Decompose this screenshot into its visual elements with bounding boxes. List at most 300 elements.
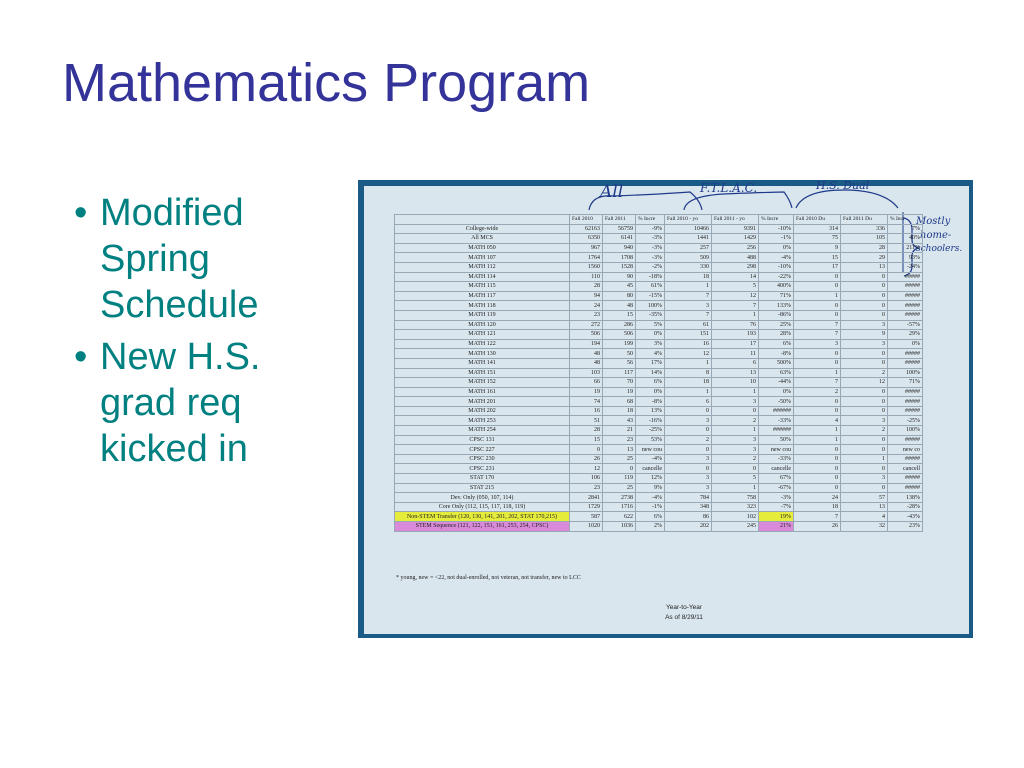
table-cell: 0 xyxy=(841,406,888,416)
table-cell: -2% xyxy=(636,262,665,272)
table-cell: 50% xyxy=(759,435,794,445)
table-cell: 488 xyxy=(712,253,759,263)
table-cell: -4% xyxy=(636,454,665,464)
table-cell: 15 xyxy=(570,435,603,445)
table-cell: 0 xyxy=(841,397,888,407)
table-cell: 15 xyxy=(794,253,841,263)
table-cell: 21 xyxy=(603,426,636,436)
table-header-cell: Fall 2011 - yo xyxy=(712,215,759,225)
table-cell: cancelle xyxy=(636,464,665,474)
table-cell: 56 xyxy=(603,358,636,368)
table-cell: 23 xyxy=(570,310,603,320)
table-row xyxy=(395,387,923,397)
table-cell: 7 xyxy=(712,301,759,311)
table-cell: 110 xyxy=(570,272,603,282)
table-cell: -43% xyxy=(888,512,923,522)
table-cell: 19% xyxy=(759,512,794,522)
table-cell: 19 xyxy=(603,387,636,397)
table-cell: 0 xyxy=(794,483,841,493)
table-cell: 257 xyxy=(665,243,712,253)
row-label-cell: CPSC 227 xyxy=(395,445,570,455)
table-row xyxy=(395,301,923,311)
table-cell: -16% xyxy=(636,416,665,426)
table-cell: 0 xyxy=(841,282,888,292)
table-header-cell: % Incre xyxy=(636,215,665,225)
table-cell: 400% xyxy=(759,282,794,292)
table-cell: 3 xyxy=(712,445,759,455)
table-cell: 3 xyxy=(665,483,712,493)
table-cell: ##### xyxy=(888,406,923,416)
table-row xyxy=(395,234,923,244)
table-cell: 0 xyxy=(841,464,888,474)
row-label-cell: MATH 121 xyxy=(395,330,570,340)
table-cell: -33% xyxy=(759,416,794,426)
table-cell: 0 xyxy=(841,272,888,282)
table-cell: 0 xyxy=(712,464,759,474)
table-cell: ##### xyxy=(888,387,923,397)
table-cell: 100% xyxy=(888,368,923,378)
table-cell: ##### xyxy=(888,291,923,301)
table-cell: 6% xyxy=(759,339,794,349)
table-cell: 51 xyxy=(570,416,603,426)
table-cell: 7 xyxy=(794,512,841,522)
row-label-cell: MATH 141 xyxy=(395,358,570,368)
table-cell: 3 xyxy=(712,397,759,407)
table-cell: ##### xyxy=(888,454,923,464)
annotation-note-line2: home- xyxy=(920,230,952,241)
table-cell: -22% xyxy=(759,272,794,282)
table-cell: 13 xyxy=(712,368,759,378)
table-cell: 24 xyxy=(570,301,603,311)
row-label-cell: MATH 152 xyxy=(395,378,570,388)
table-cell: 6141 xyxy=(603,234,636,244)
table-cell: 32 xyxy=(841,522,888,532)
row-label-cell: MATH 114 xyxy=(395,272,570,282)
table-cell: -10% xyxy=(759,224,794,234)
table-cell: 0 xyxy=(794,454,841,464)
table-cell: 13 xyxy=(603,445,636,455)
table-cell: -44% xyxy=(759,378,794,388)
table-cell: 1528 xyxy=(603,262,636,272)
table-cell: 17 xyxy=(712,339,759,349)
table-row xyxy=(395,368,923,378)
table-header-cell: % Incr xyxy=(888,215,923,225)
table-cell: 29% xyxy=(888,330,923,340)
row-label-cell: MATH 120 xyxy=(395,320,570,330)
table-cell: 0 xyxy=(570,445,603,455)
table-cell: 53% xyxy=(636,435,665,445)
table-cell: ##### xyxy=(888,474,923,484)
table-cell: 7 xyxy=(794,378,841,388)
table-row xyxy=(395,464,923,474)
table-cell: 0 xyxy=(603,464,636,474)
table-cell: 26 xyxy=(570,454,603,464)
table-cell: 330 xyxy=(665,262,712,272)
table-cell: 784 xyxy=(665,493,712,503)
bullet-list xyxy=(70,190,320,478)
table-cell: 8 xyxy=(665,368,712,378)
table-cell: 0 xyxy=(794,358,841,368)
table-cell: -24% xyxy=(888,262,923,272)
table-cell: 28 xyxy=(841,243,888,253)
table-cell: -57% xyxy=(888,320,923,330)
table-cell: 12 xyxy=(841,378,888,388)
row-label-cell: Core Only (112, 115, 117, 118, 119) xyxy=(395,502,570,512)
table-cell: 45 xyxy=(603,282,636,292)
table-cell: 3 xyxy=(794,339,841,349)
bullet-dot-icon: • xyxy=(74,192,88,234)
table-cell: 0 xyxy=(794,349,841,359)
table-cell: 4% xyxy=(636,349,665,359)
table-header-cell: Fall 2010 xyxy=(570,215,603,225)
table-cell: -8% xyxy=(759,349,794,359)
table-row xyxy=(395,493,923,503)
table-row xyxy=(395,282,923,292)
table-cell: 25 xyxy=(603,454,636,464)
table-cell: 12 xyxy=(712,291,759,301)
table-cell: 3 xyxy=(665,301,712,311)
bullet-dot-icon: • xyxy=(74,336,88,378)
table-cell: 2 xyxy=(665,435,712,445)
table-cell: -25% xyxy=(636,426,665,436)
annotation-all: All xyxy=(600,182,624,202)
table-header-cell: Fall 2010 Du xyxy=(794,215,841,225)
table-cell: ###### xyxy=(759,406,794,416)
table-cell: 9391 xyxy=(712,224,759,234)
table-cell: 0 xyxy=(841,358,888,368)
table-cell: 2 xyxy=(794,387,841,397)
table-cell: 17 xyxy=(794,262,841,272)
table-cell: -7% xyxy=(759,502,794,512)
row-label-cell: MATH 202 xyxy=(395,406,570,416)
table-cell: 0 xyxy=(794,445,841,455)
table-cell: 1708 xyxy=(603,253,636,263)
table-header-cell: % Incre xyxy=(759,215,794,225)
table-cell: 14 xyxy=(712,272,759,282)
table-cell: 0 xyxy=(794,301,841,311)
table-cell: 1 xyxy=(794,368,841,378)
table-cell: cancelle xyxy=(759,464,794,474)
table-cell: 26 xyxy=(794,522,841,532)
table-cell: 6 xyxy=(665,397,712,407)
row-label-cell: MATH 151 xyxy=(395,368,570,378)
table-cell: 0 xyxy=(794,272,841,282)
table-cell: -1% xyxy=(636,502,665,512)
table-cell: -25% xyxy=(888,416,923,426)
footer-line-1: Year-to-Year xyxy=(665,604,703,611)
table-cell: -3% xyxy=(636,253,665,263)
table-cell: ##### xyxy=(888,301,923,311)
table-row xyxy=(395,310,923,320)
table-cell: 13 xyxy=(841,262,888,272)
table-cell: -4% xyxy=(759,253,794,263)
table-cell: 9 xyxy=(841,330,888,340)
table-row xyxy=(395,349,923,359)
table-cell: 7% xyxy=(888,224,923,234)
table-cell: 119 xyxy=(603,474,636,484)
table-row xyxy=(395,435,923,445)
table-cell: 245 xyxy=(712,522,759,532)
table-cell: 48 xyxy=(603,301,636,311)
table-cell: 56759 xyxy=(603,224,636,234)
table-cell: new co xyxy=(888,445,923,455)
table-cell: 3 xyxy=(665,474,712,484)
table-cell: 6 xyxy=(712,358,759,368)
table-row xyxy=(395,397,923,407)
table-cell: -1% xyxy=(759,234,794,244)
table-cell: 3 xyxy=(841,320,888,330)
table-row xyxy=(395,416,923,426)
table-row xyxy=(395,474,923,484)
table-cell: 0 xyxy=(794,464,841,474)
table-header-cell: Fall 2011 Du xyxy=(841,215,888,225)
table-cell: 18 xyxy=(665,378,712,388)
table-cell: 0% xyxy=(888,339,923,349)
table-cell: 1 xyxy=(665,387,712,397)
table-cell: 76 xyxy=(712,320,759,330)
table-cell: 100% xyxy=(888,426,923,436)
table-cell: 0 xyxy=(841,387,888,397)
table-cell: 1020 xyxy=(570,522,603,532)
table-cell: 57 xyxy=(841,493,888,503)
spreadsheet-photo xyxy=(358,180,973,638)
table-row xyxy=(395,330,923,340)
table-cell: 5 xyxy=(712,282,759,292)
table-cell: 6% xyxy=(636,378,665,388)
row-label-cell: MATH 107 xyxy=(395,253,570,263)
table-cell: 138% xyxy=(888,493,923,503)
table-cell: 3 xyxy=(841,474,888,484)
table-cell: -67% xyxy=(759,483,794,493)
table-cell: 105 xyxy=(841,234,888,244)
table-cell: 29 xyxy=(841,253,888,263)
table-cell: 48 xyxy=(570,349,603,359)
table-cell: ##### xyxy=(888,349,923,359)
annotation-hs-dual: H.S. Dual xyxy=(816,180,870,192)
table-cell: 133% xyxy=(759,301,794,311)
table-row xyxy=(395,339,923,349)
table-cell: -35% xyxy=(636,310,665,320)
table-cell: 0 xyxy=(794,406,841,416)
table-cell: 2841 xyxy=(570,493,603,503)
table-cell: 18 xyxy=(603,406,636,416)
row-label-cell: MATH 050 xyxy=(395,243,570,253)
table-cell: 17% xyxy=(636,358,665,368)
enrollment-table xyxy=(394,214,923,532)
table-cell: 1 xyxy=(712,387,759,397)
table-cell: 298 xyxy=(712,262,759,272)
table-row xyxy=(395,378,923,388)
table-cell: 1036 xyxy=(603,522,636,532)
table-cell: 7 xyxy=(665,310,712,320)
table-cell: ##### xyxy=(888,358,923,368)
table-cell: -18% xyxy=(636,272,665,282)
table-cell: 202 xyxy=(665,522,712,532)
table-cell: 10 xyxy=(712,378,759,388)
table-cell: 0 xyxy=(841,301,888,311)
table-cell: -10% xyxy=(759,262,794,272)
table-cell: 758 xyxy=(712,493,759,503)
table-row xyxy=(395,483,923,493)
bullet-text: New H.S. grad req kicked in xyxy=(100,336,261,470)
slide-title: Mathematics Program xyxy=(62,53,591,113)
row-label-cell: CPSC 230 xyxy=(395,454,570,464)
table-cell: -28% xyxy=(888,502,923,512)
table-header-cell: Fall 2011 xyxy=(603,215,636,225)
table-cell: 7 xyxy=(665,291,712,301)
table-cell: -8% xyxy=(636,397,665,407)
table-cell: 66 xyxy=(570,378,603,388)
table-cell: 13 xyxy=(841,502,888,512)
table-cell: 940 xyxy=(603,243,636,253)
table-cell: ##### xyxy=(888,272,923,282)
table-cell: 0% xyxy=(759,387,794,397)
table-cell: 193 xyxy=(712,330,759,340)
table-row xyxy=(395,522,923,532)
table-cell: -3% xyxy=(636,243,665,253)
row-label-cell: CPSC 231 xyxy=(395,464,570,474)
table-cell: 336 xyxy=(841,224,888,234)
table-cell: 0% xyxy=(759,243,794,253)
table-cell: 23 xyxy=(603,435,636,445)
table-cell: 61% xyxy=(636,282,665,292)
table-cell: 0 xyxy=(841,291,888,301)
table-cell: ##### xyxy=(888,435,923,445)
table-cell: ##### xyxy=(888,483,923,493)
table-cell: 2 xyxy=(841,426,888,436)
row-label-cell: Dev. Only (050, 107, 114) xyxy=(395,493,570,503)
table-cell: 10466 xyxy=(665,224,712,234)
table-cell: -86% xyxy=(759,310,794,320)
table-cell: ##### xyxy=(888,310,923,320)
row-label-cell: MATH 112 xyxy=(395,262,570,272)
table-cell: 14% xyxy=(636,368,665,378)
table-cell: 3 xyxy=(841,339,888,349)
table-cell: 86 xyxy=(665,512,712,522)
table-cell: 506 xyxy=(570,330,603,340)
row-label-cell: All MCS xyxy=(395,234,570,244)
table-cell: 25% xyxy=(759,320,794,330)
table-cell: 0 xyxy=(665,464,712,474)
row-label-cell: MATH 119 xyxy=(395,310,570,320)
row-label-cell: MATH 201 xyxy=(395,397,570,407)
row-label-cell: STAT 215 xyxy=(395,483,570,493)
table-cell: 11 xyxy=(712,349,759,359)
row-label-cell: CPSC 131 xyxy=(395,435,570,445)
table-cell: -4% xyxy=(636,493,665,503)
table-cell: 3 xyxy=(712,435,759,445)
table-cell: 12% xyxy=(636,474,665,484)
table-cell: 1729 xyxy=(570,502,603,512)
row-label-cell: STAT 170 xyxy=(395,474,570,484)
annotation-note-line1: Mostly xyxy=(916,216,951,227)
table-cell: 5 xyxy=(712,474,759,484)
table-cell: 28% xyxy=(759,330,794,340)
table-cell: 2% xyxy=(636,522,665,532)
row-label-cell: MATH 117 xyxy=(395,291,570,301)
table-cell: 500% xyxy=(759,358,794,368)
table-cell: 50 xyxy=(603,349,636,359)
table-cell: 4 xyxy=(841,512,888,522)
table-row xyxy=(395,454,923,464)
table-footnote: * young, new = <22, not dual-enrolled, not veteran, not transfer, new to LCC xyxy=(396,575,581,581)
table-cell: cancell xyxy=(888,464,923,474)
table-row xyxy=(395,406,923,416)
table-cell: 102 xyxy=(712,512,759,522)
table-cell: 6350 xyxy=(570,234,603,244)
table-cell: 0 xyxy=(794,474,841,484)
table-cell: 0 xyxy=(794,310,841,320)
table-cell: 94 xyxy=(570,291,603,301)
table-cell: 2738 xyxy=(603,493,636,503)
row-label-cell: MATH 115 xyxy=(395,282,570,292)
table-cell: new cou xyxy=(759,445,794,455)
table-cell: ##### xyxy=(888,397,923,407)
table-cell: 28 xyxy=(570,282,603,292)
table-header-cell xyxy=(395,215,570,225)
table-cell: 0% xyxy=(636,387,665,397)
table-cell: 103 xyxy=(570,368,603,378)
row-label-cell: MATH 130 xyxy=(395,349,570,359)
table-cell: 151 xyxy=(665,330,712,340)
table-cell: 1764 xyxy=(570,253,603,263)
table-cell: 63% xyxy=(759,368,794,378)
table-cell: 23 xyxy=(570,483,603,493)
table-cell: 1716 xyxy=(603,502,636,512)
table-cell: 21% xyxy=(759,522,794,532)
table-cell: -15% xyxy=(636,291,665,301)
table-cell: 348 xyxy=(665,502,712,512)
table-cell: 74 xyxy=(570,397,603,407)
table-cell: 12 xyxy=(570,464,603,474)
bullet-item xyxy=(70,190,320,328)
table-cell: 7 xyxy=(794,330,841,340)
table-cell: 13% xyxy=(636,406,665,416)
table-cell: 622 xyxy=(603,512,636,522)
table-cell: 199 xyxy=(603,339,636,349)
table-cell: 1 xyxy=(841,454,888,464)
row-label-cell: Non-STEM Transfer (120, 130, 141, 201, 202, STAT 170,215) xyxy=(395,512,570,522)
table-cell: 0 xyxy=(794,282,841,292)
table-cell: -50% xyxy=(759,397,794,407)
bullet-item xyxy=(70,334,320,472)
table-row xyxy=(395,512,923,522)
table-cell: 509 xyxy=(665,253,712,263)
table-cell: new cou xyxy=(636,445,665,455)
table-cell: 18 xyxy=(665,272,712,282)
table-cell: 3% xyxy=(636,339,665,349)
table-cell: 256 xyxy=(712,243,759,253)
table-cell: 9% xyxy=(636,483,665,493)
table-cell: 106 xyxy=(570,474,603,484)
annotation-note-line3: schoolers. xyxy=(916,244,963,254)
table-cell: 272 xyxy=(570,320,603,330)
table-cell: 967 xyxy=(570,243,603,253)
table-cell: 93% xyxy=(888,253,923,263)
table-cell: 0 xyxy=(794,397,841,407)
table-row xyxy=(395,291,923,301)
table-cell: 7 xyxy=(794,320,841,330)
table-cell: 43 xyxy=(603,416,636,426)
table-cell: 1 xyxy=(712,426,759,436)
table-row xyxy=(395,243,923,253)
table-cell: 0 xyxy=(665,406,712,416)
table-cell: 16 xyxy=(570,406,603,416)
table-cell: 71% xyxy=(888,378,923,388)
row-label-cell: MATH 118 xyxy=(395,301,570,311)
table-cell: 2 xyxy=(712,416,759,426)
table-cell: 9 xyxy=(794,243,841,253)
